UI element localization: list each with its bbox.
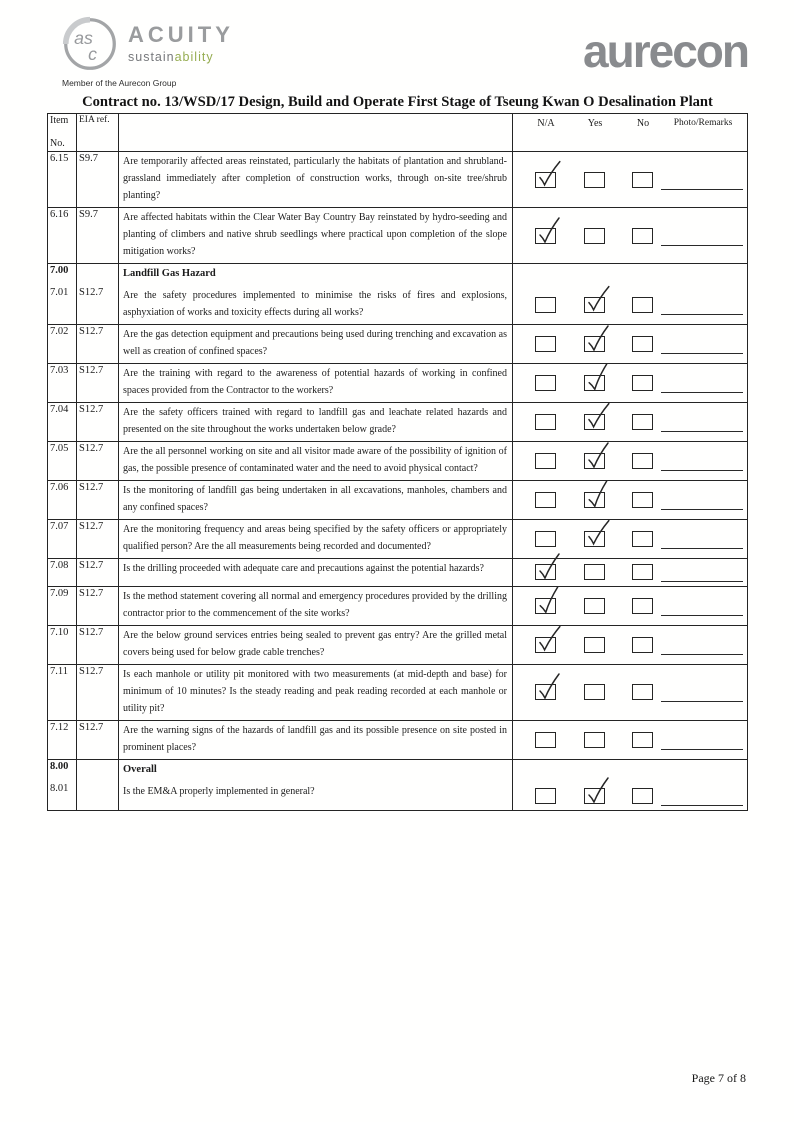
eia-ref: S12.7 [77,442,119,480]
na-checkbox[interactable] [535,732,556,748]
acuity-logo-mark-icon [62,16,118,72]
eia-ref: S12.7 [77,626,119,664]
question-text: Is the drilling proceeded with adequate care and precautions against the potential hazards? [119,559,513,586]
question-text: Are the safety officers trained with regard to landfill gas and leachate related hazards and presented on the site throughout the works undertaken below grade? [119,403,513,441]
eia-ref: S12.7 [77,559,119,586]
table-row [48,324,747,363]
no-checkbox[interactable] [632,297,653,313]
header-eia-col: EIA ref. [77,114,119,151]
header-item-line2: No. [50,138,65,149]
table-row [48,519,747,558]
check-mark-icon [584,367,610,393]
yes-checkbox[interactable] [584,732,605,748]
yes-checkbox[interactable] [584,375,605,391]
answer-cells [513,481,747,519]
header-answer-cols [513,114,747,151]
table-row [48,759,747,782]
table-row [48,625,747,664]
na-checkbox[interactable] [535,228,556,244]
no-checkbox[interactable] [632,598,653,614]
no-checkbox[interactable] [632,336,653,352]
na-checkbox[interactable] [535,637,556,653]
eia-ref: S12.7 [77,286,119,324]
yes-checkbox[interactable] [584,531,605,547]
remarks-line[interactable] [661,548,743,549]
eia-ref: S12.7 [77,665,119,720]
answer-cells [513,152,747,207]
answer-cells [513,286,747,324]
item-no: 8.00 [48,760,77,782]
item-no: 8.01 [48,782,77,810]
na-checkbox[interactable] [535,531,556,547]
header-remarks-label: Photo/Remarks [673,118,733,128]
document-title: Contract no. 13/WSD/17 Design, Build and Operate First Stage of Tseung Kwan O Desalination Plant [82,94,713,110]
eia-ref: S12.7 [77,403,119,441]
remarks-line[interactable] [661,581,743,582]
table-row [48,558,747,586]
yes-checkbox[interactable] [584,336,605,352]
remarks-line[interactable] [661,431,743,432]
yes-checkbox[interactable] [584,492,605,508]
na-checkbox[interactable] [535,453,556,469]
item-no: 7.06 [48,481,77,519]
question-text: Are the gas detection equipment and precautions being used during trenching and excavation as well as creation of confined spaces? [119,325,513,363]
question-text: Are the all personnel working on site and all visitor made aware of the possibility of ignition of gas, the possible presence of contaminated water and the need to avoid physical contact? [119,442,513,480]
na-checkbox[interactable] [535,684,556,700]
header-na-label: N/A [537,118,555,129]
table-row [48,441,747,480]
aurecon-logo: aurecon [583,25,748,77]
eia-ref: S12.7 [77,587,119,625]
yes-checkbox[interactable] [584,788,605,804]
remarks-line[interactable] [661,615,743,616]
check-mark-icon [584,288,609,313]
question-text: Is the method statement covering all normal and emergency procedures provided by the drilling contractor prior to the commencement of the site works? [119,587,513,625]
remarks-line[interactable] [661,701,743,702]
yes-checkbox[interactable] [584,684,605,700]
eia-ref: S9.7 [77,152,119,207]
check-mark-icon [585,329,609,353]
question-text: Is each manhole or utility pit monitored with two measurements (at mid-depth and base) for minimum of 10 minutes? Is the steady reading and peak reading recorded at each manhole or utility pit? [119,665,513,720]
na-checkbox[interactable] [535,336,556,352]
check-mark-icon [535,163,560,188]
question-text: Is the EM&A properly implemented in general? [119,782,513,810]
question-text: Are the monitoring frequency and areas being specified by the safety officers or appropriately qualified person? Are the all measurements being recorded and documented? [119,520,513,558]
remarks-line[interactable] [661,189,743,190]
no-checkbox[interactable] [632,788,653,804]
question-text: Is the monitoring of landfill gas being undertaken in all excavations, manholes, chambers and any confined spaces? [119,481,513,519]
remarks-line[interactable] [661,353,743,354]
header-no-label: No [636,118,650,129]
check-mark-icon [536,557,560,581]
check-mark-icon [535,628,560,653]
item-no: 7.01 [48,286,77,324]
page-number: Page 7 of 8 [691,1071,746,1085]
check-mark-icon [584,405,609,430]
check-mark-icon [585,781,609,805]
table-header-row [48,114,747,151]
remarks-line[interactable] [661,749,743,750]
no-checkbox[interactable] [632,564,653,580]
acuity-member-line: Member of the Aurecon Group [62,78,177,88]
answer-cells [513,442,747,480]
yes-checkbox[interactable] [584,228,605,244]
remarks-line[interactable] [661,470,743,471]
check-mark-icon [584,522,609,547]
eia-ref: S12.7 [77,481,119,519]
item-no: 7.11 [48,665,77,720]
answer-cells [513,208,747,263]
checklist-table [47,113,748,811]
checklist-rows [48,151,747,810]
item-no: 7.10 [48,626,77,664]
table-row [48,207,747,263]
table-row [48,480,747,519]
yes-checkbox[interactable] [584,453,605,469]
eia-ref [77,264,119,286]
item-no: 7.09 [48,587,77,625]
question-text: Are affected habitats within the Clear Water Bay Country Bay reinstated by hydro-seeding and planting of climbers and native shrub seedlings where practical upon completion of the slope mitigation works? [119,208,513,263]
question-text: Are temporarily affected areas reinstated, particularly the habitats of plantation and shrubland-grassland immediately after completion of construction works, through on-site tree/shrub planting? [119,152,513,207]
no-checkbox[interactable] [632,531,653,547]
svg-text:as: as [74,28,93,48]
table-row [48,720,747,759]
table-row [48,586,747,625]
header-item-col [48,114,77,151]
answer-cells [513,760,747,782]
check-mark-icon [584,484,610,510]
question-text: Are the below ground services entries being sealed to prevent gas entry? Are the grilled metal covers being used for below grade cable trenches? [119,626,513,664]
item-no: 7.04 [48,403,77,441]
item-no: 7.12 [48,721,77,759]
na-checkbox[interactable] [535,788,556,804]
eia-ref: S12.7 [77,721,119,759]
item-no: 7.00 [48,264,77,286]
question-text: Landfill Gas Hazard [119,264,513,286]
eia-ref: S12.7 [77,364,119,402]
item-no: 7.02 [48,325,77,363]
na-checkbox[interactable] [535,564,556,580]
remarks-line[interactable] [661,805,743,806]
table-row [48,263,747,286]
acuity-tagline-part2: ability [174,50,214,64]
yes-checkbox[interactable] [584,414,605,430]
item-no: 6.15 [48,152,77,207]
na-checkbox[interactable] [535,172,556,188]
table-row [48,782,747,810]
na-checkbox[interactable] [535,297,556,313]
remarks-line[interactable] [661,654,743,655]
acuity-tagline-part1: sustain [128,50,175,64]
item-no: 7.08 [48,559,77,586]
no-checkbox[interactable] [632,637,653,653]
no-checkbox[interactable] [632,375,653,391]
no-checkbox[interactable] [632,684,653,700]
answer-cells [513,721,747,759]
remarks-line[interactable] [661,245,743,246]
question-text: Are the safety procedures implemented to minimise the risks of fires and explosions, asphyxiation of works and toxicity effects during all works? [119,286,513,324]
yes-checkbox[interactable] [584,564,605,580]
yes-checkbox[interactable] [584,598,605,614]
question-text: Are the warning signs of the hazards of landfill gas and its possible presence on site posted in prominent places? [119,721,513,759]
answer-cells [513,325,747,363]
table-row [48,286,747,324]
eia-ref: S9.7 [77,208,119,263]
item-no: 7.07 [48,520,77,558]
eia-ref [77,760,119,782]
na-checkbox[interactable] [535,598,556,614]
yes-checkbox[interactable] [584,172,605,188]
answer-cells [513,264,747,286]
check-mark-icon [536,221,560,245]
header-question-col [119,114,513,151]
na-checkbox[interactable] [535,414,556,430]
no-checkbox[interactable] [632,492,653,508]
header-item-line1: Item [50,115,69,126]
eia-ref: S12.7 [77,520,119,558]
no-checkbox[interactable] [632,414,653,430]
na-checkbox[interactable] [535,375,556,391]
check-mark-icon [536,677,560,701]
eia-ref: S12.7 [77,325,119,363]
answer-cells [513,520,747,558]
question-text: Are the training with regard to the awareness of potential hazards of working in confined spaces provided from the Contractor to the workers? [119,364,513,402]
acuity-tagline [128,50,234,64]
yes-checkbox[interactable] [584,637,605,653]
answer-cells [513,665,747,720]
answer-cells [513,364,747,402]
acuity-logo-text [128,16,234,72]
table-row [48,664,747,720]
eia-ref [77,782,119,810]
page-header [0,0,794,88]
yes-checkbox[interactable] [584,297,605,313]
item-no: 7.03 [48,364,77,402]
check-mark-icon [585,446,609,470]
remarks-line[interactable] [661,509,743,510]
no-checkbox[interactable] [632,228,653,244]
check-mark-icon [535,590,561,616]
table-row [48,363,747,402]
answer-cells [513,403,747,441]
header-yes-label: Yes [587,118,603,129]
table-row [48,151,747,207]
answer-cells [513,782,747,810]
no-checkbox[interactable] [632,732,653,748]
svg-text:c: c [88,43,97,64]
table-row [48,402,747,441]
na-checkbox[interactable] [535,492,556,508]
question-text: Overall [119,760,513,782]
acuity-logo [62,16,234,88]
answer-cells [513,626,747,664]
remarks-line[interactable] [661,314,743,315]
item-no: 6.16 [48,208,77,263]
no-checkbox[interactable] [632,453,653,469]
no-checkbox[interactable] [632,172,653,188]
remarks-line[interactable] [661,392,743,393]
item-no: 7.05 [48,442,77,480]
answer-cells [513,559,747,586]
acuity-name: ACUITY [128,22,234,47]
answer-cells [513,587,747,625]
